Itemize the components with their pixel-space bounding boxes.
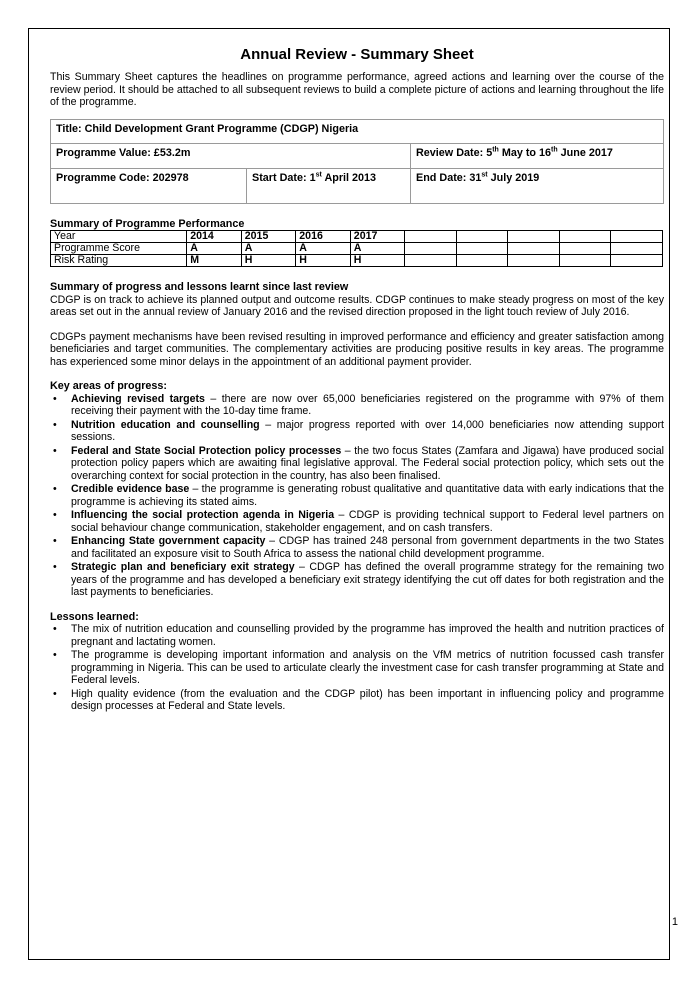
performance-cell: M xyxy=(187,255,242,267)
performance-cell xyxy=(456,255,508,267)
performance-cell xyxy=(508,243,560,255)
key-area-item xyxy=(50,535,664,560)
lesson-item xyxy=(50,649,664,687)
performance-cell xyxy=(559,255,611,267)
lesson-item xyxy=(50,623,664,648)
performance-cell: 2015 xyxy=(241,231,296,243)
performance-cell xyxy=(405,255,457,267)
key-area-title: Credible evidence base xyxy=(71,483,190,495)
performance-cell xyxy=(559,243,611,255)
bullet-icon: • xyxy=(53,483,57,495)
performance-cell xyxy=(611,231,663,243)
performance-cell xyxy=(456,231,508,243)
key-area-text: – the two focus States (Zamfara and Jigawa) have produced social protection policy papers which are awaiting final legislative approval. The Federal social protection policy, which sets out the overarching context for social protection in the country, has also been finalised. xyxy=(71,444,665,482)
key-area-item xyxy=(50,419,664,444)
lessons-list xyxy=(50,623,664,713)
key-area-text: – CDGP has trained 248 personal from government departments in the two States and facilitated an exposure visit to South Africa to assess the national child development programme. xyxy=(71,535,664,560)
performance-cell xyxy=(405,231,457,243)
review-date-cell: Review Date: 5th May to 16th June 2017 xyxy=(411,143,664,168)
key-area-item xyxy=(50,393,664,418)
performance-row-label: Programme Score xyxy=(51,243,187,255)
bullet-icon: • xyxy=(53,687,57,700)
key-area-title: Nutrition education and counselling xyxy=(71,418,260,431)
performance-cell: 2014 xyxy=(187,231,242,243)
bullet-icon: • xyxy=(53,561,57,573)
key-areas-heading: Key areas of progress: xyxy=(50,380,168,392)
performance-cell xyxy=(611,255,663,267)
performance-cell xyxy=(559,231,611,243)
performance-table xyxy=(50,230,663,267)
lesson-text: The programme is developing important information and analysis on the VfM metrics of nutrition focussed cash transfer programming in Nigeria. This can be used to articulate clearly the investment case for cash transfer programming at State and Federal levels. xyxy=(71,649,664,686)
key-area-item xyxy=(50,445,664,483)
summary-paragraph: CDGP is on track to achieve its planned output and outcome results. CDGP continues to make steady progress on most of the key areas set out in the annual review of January 2016 and the revised direction proposed in the light touch review of July 2016. xyxy=(50,293,664,318)
key-area-title: Federal and State Social Protection policy processes xyxy=(71,444,342,457)
key-area-text: – the programme is generating robust qualitative and quantitative data with early indications that the programme is achieving its stated aims. xyxy=(71,483,665,508)
key-area-text: – CDGP is providing technical support to Federal level partners on social behaviour change communication, stakeholder engagement, and on cash transfers. xyxy=(71,509,664,534)
lessons-heading: Lessons learned: xyxy=(50,610,139,623)
page-number: 1 xyxy=(671,916,678,928)
performance-row-label: Risk Rating xyxy=(51,255,187,267)
start-date-cell: Start Date: 1st April 2013 xyxy=(247,168,411,203)
performance-cell xyxy=(405,243,457,255)
bullet-icon: • xyxy=(53,535,57,547)
performance-cell: A xyxy=(350,243,405,255)
lesson-item xyxy=(50,688,664,713)
key-area-item xyxy=(50,509,664,534)
summary-heading: Summary of progress and lessons learnt since last review xyxy=(50,281,349,293)
intro-paragraph: This Summary Sheet captures the headlines on programme performance, agreed actions and learning over the course of the review period. It should be attached to all subsequent reviews to build a complete picture of actions and learning throughout the life of the programme. xyxy=(50,71,664,108)
performance-cell: 2017 xyxy=(350,231,405,243)
programme-info-table xyxy=(50,119,664,204)
performance-row-label: Year xyxy=(51,231,187,243)
key-areas-list xyxy=(50,393,664,599)
key-area-title: Enhancing State government capacity xyxy=(71,535,266,547)
programme-value-cell: Programme Value: £53.2m xyxy=(51,143,411,168)
bullet-icon: • xyxy=(53,444,57,457)
performance-row xyxy=(51,231,663,243)
bullet-icon: • xyxy=(53,509,57,521)
programme-code-cell: Programme Code: 202978 xyxy=(51,168,247,203)
performance-cell xyxy=(508,255,560,267)
bullet-icon: • xyxy=(53,649,57,661)
lesson-text: The mix of nutrition education and counselling provided by the programme has improved the health and nutrition practices of pregnant and lactating women. xyxy=(71,623,664,648)
key-area-text: – major progress reported with over 14,000 beneficiaries now attending support sessions. xyxy=(71,418,664,443)
performance-cell xyxy=(456,243,508,255)
key-area-text: – there are now over 65,000 beneficiaries registered on the programme with 97% of them receiving their payment with the 10-day time frame. xyxy=(71,392,664,417)
key-area-title: Strategic plan and beneficiary exit strategy xyxy=(71,561,295,573)
performance-cell: H xyxy=(350,255,405,267)
performance-cell: A xyxy=(241,243,296,255)
bullet-icon: • xyxy=(53,418,57,431)
programme-title-cell: Title: Child Development Grant Programme (CDGP) Nigeria xyxy=(51,119,664,143)
performance-cell xyxy=(611,243,663,255)
document-title: Annual Review - Summary Sheet xyxy=(240,46,474,63)
performance-cell: A xyxy=(296,243,351,255)
performance-cell: A xyxy=(187,243,242,255)
summary-paragraph: CDGPs payment mechanisms have been revised resulting in improved performance and efficiency and greater satisfaction among beneficiaries and target communities. The complementary activities are producing positive results in key areas. The programme has experienced some minor delays in the appointment of an additional payment provider. xyxy=(50,330,664,368)
performance-cell xyxy=(508,231,560,243)
performance-row xyxy=(51,255,663,267)
document-content xyxy=(50,46,664,725)
end-date-cell: End Date: 31st July 2019 xyxy=(411,168,664,203)
key-area-title: Influencing the social protection agenda in Nigeria xyxy=(71,509,335,521)
lesson-text: High quality evidence (from the evaluation and the CDGP pilot) has been important in influencing policy and programme design processes at Federal and State levels. xyxy=(71,687,664,712)
key-area-text: – CDGP has defined the overall programme strategy for the remaining two years of the programme and has developed a beneficiary exit strategy identifying the cut off dates for both registration and the last payments to beneficiaries. xyxy=(71,561,664,598)
key-area-title: Achieving revised targets xyxy=(71,392,205,405)
performance-row xyxy=(51,243,663,255)
performance-heading: Summary of Programme Performance xyxy=(50,217,245,230)
performance-cell: 2016 xyxy=(296,231,351,243)
bullet-icon: • xyxy=(53,623,57,635)
key-area-item xyxy=(50,483,664,508)
performance-cell: H xyxy=(296,255,351,267)
performance-cell: H xyxy=(241,255,296,267)
key-area-item xyxy=(50,561,664,599)
bullet-icon: • xyxy=(53,392,57,405)
